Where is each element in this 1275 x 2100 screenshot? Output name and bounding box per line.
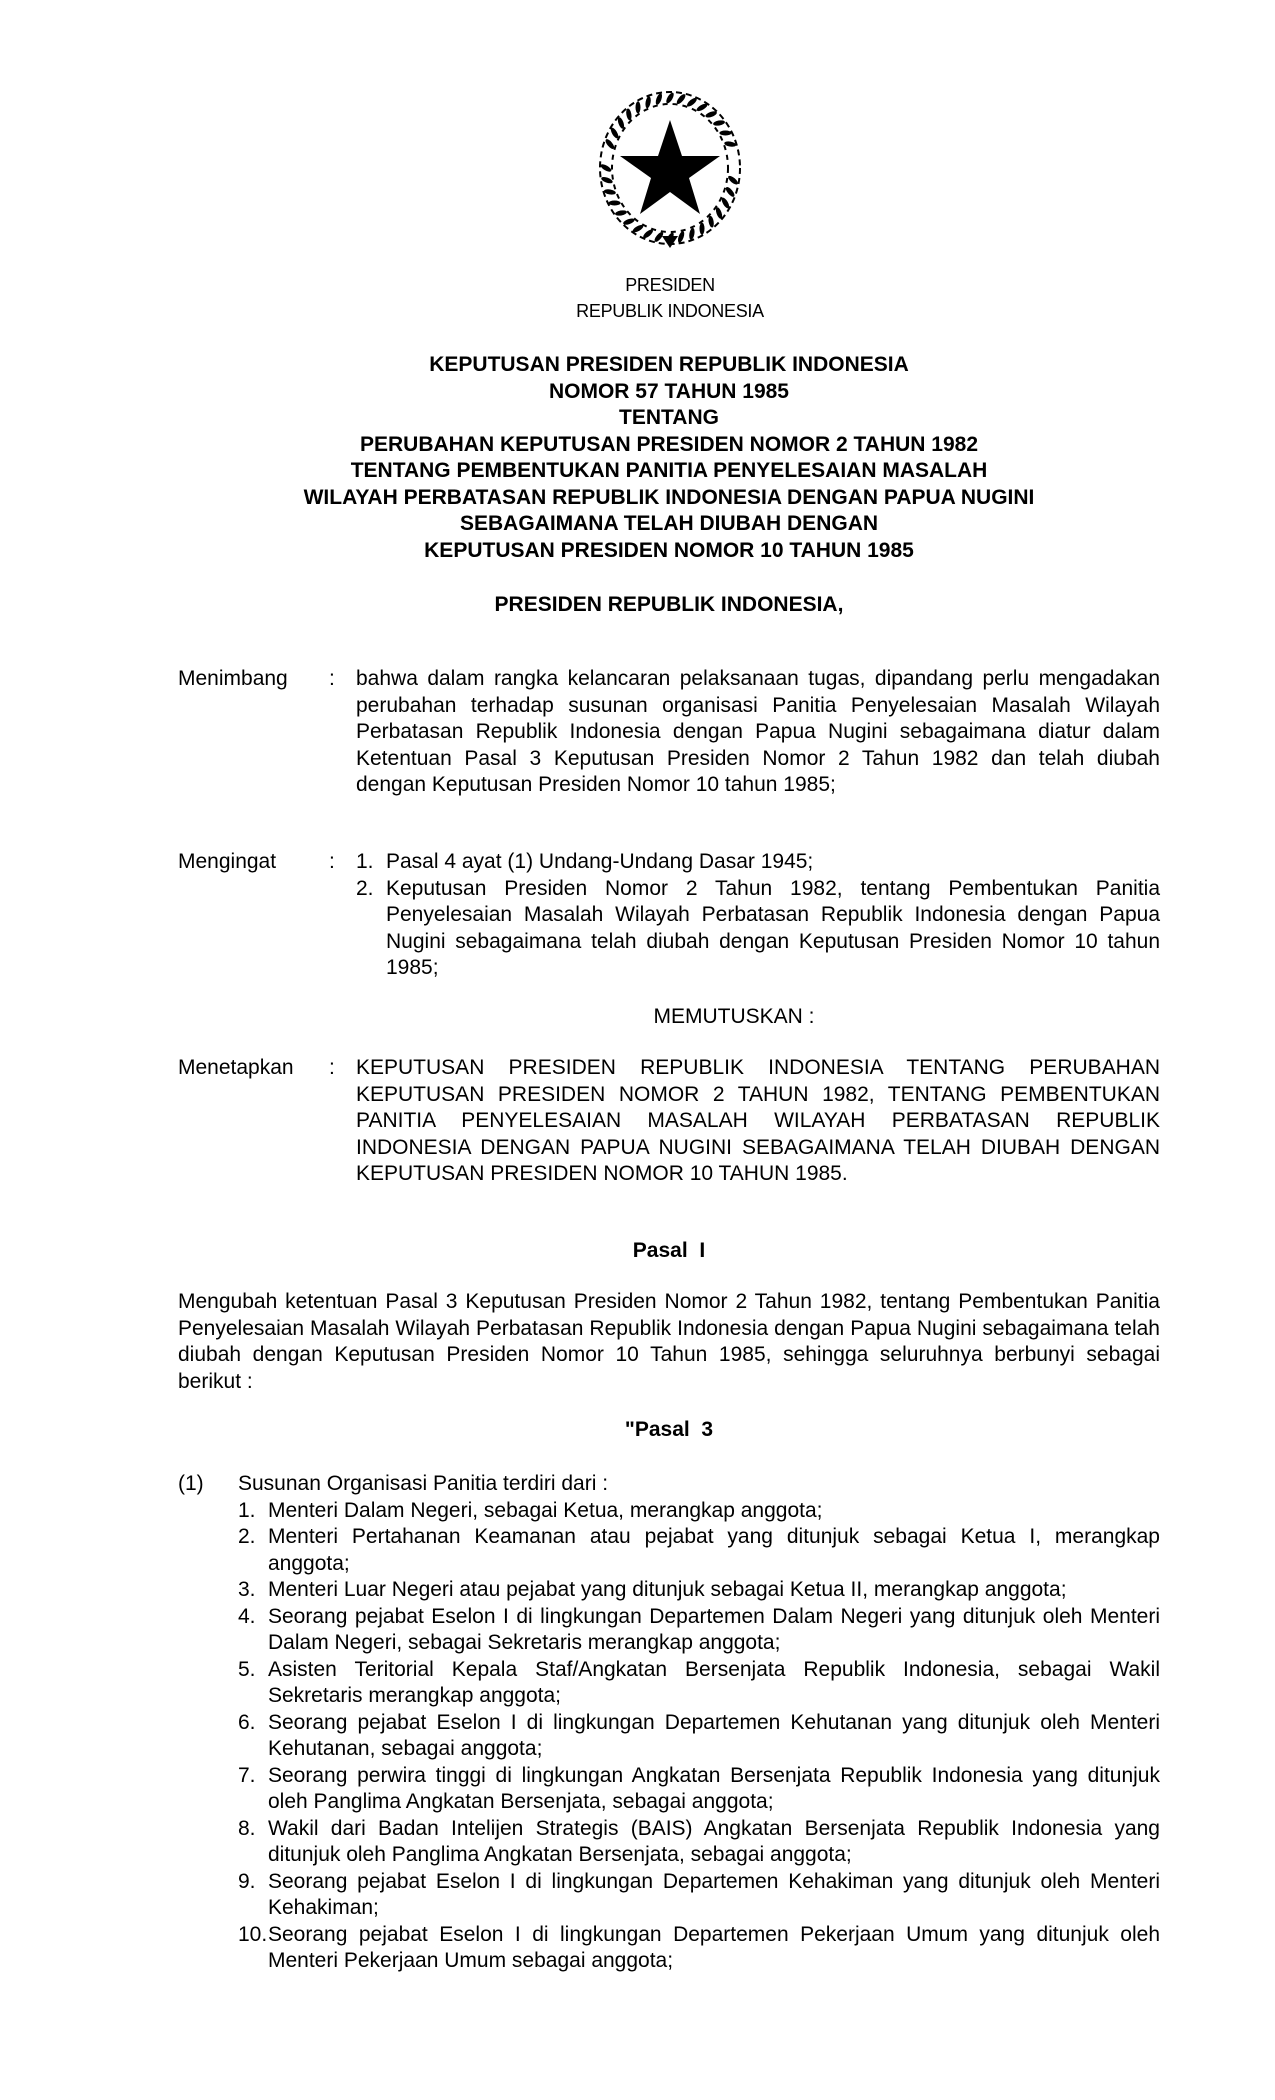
menimbang-label: Menimbang [178, 667, 288, 690]
leaf-icon [675, 93, 687, 105]
pasal-3-heading: "Pasal 3 [624, 1418, 714, 1441]
list-item [238, 1922, 1160, 1975]
item-number: 4. [238, 1604, 256, 1628]
leaf-icon [636, 101, 641, 113]
leaf-icon [724, 186, 736, 198]
leaf-icon [724, 141, 737, 148]
leaf-icon [688, 227, 695, 240]
menetapkan-text: KEPUTUSAN PRESIDEN REPUBLIK INDONESIA TENTANG PERUBAHAN KEPUTUSAN PRESIDEN NOMOR 2 TAHUN 1982, TENTANG PEMBENTUKAN PANITIA PENYELESAIAN MASALAH WILAYAH PERBATASAN REPUBLIK INDONESIA DENGAN PAPUA NUGINI SEBAGAIMANA TELAH DIUBAH DENGAN KEPUTUSAN PRESIDEN NOMOR 10 TAHUN 1985. [356, 1056, 1160, 1185]
title-line: KEPUTUSAN PRESIDEN NOMOR 10 TAHUN 1985 [424, 538, 914, 562]
leaf-icon [609, 201, 621, 206]
colon: : [329, 1056, 335, 1079]
leaf-icon [604, 138, 616, 150]
leaf-icon [686, 96, 698, 108]
item-text: Seorang pejabat Eselon I di lingkungan Departemen Kehakiman yang ditunjuk oleh Menteri Kehakiman; [268, 1869, 1160, 1919]
leaf-icon [654, 93, 663, 106]
list-item [238, 1657, 1160, 1710]
ayat-1 [178, 1471, 1160, 1975]
item-number: 3. [238, 1578, 256, 1601]
item-text: Wakil dari Badan Intelijen Strategis (BAIS) Angkatan Bersenjata Republik Indonesia yang ditunjuk oleh Panglima Angkatan Bersenjata, sebagai anggota; [268, 1816, 1160, 1866]
item-number: 9. [238, 1869, 256, 1893]
list-item [238, 1604, 1160, 1657]
leaf-icon [677, 230, 686, 243]
title-line: TENTANG PEMBENTUKAN PANITIA PENYELESAIAN MASALAH [350, 459, 988, 482]
list-item [238, 1498, 1160, 1525]
menimbang-text: bahwa dalam rangka kelancaran pelaksanaan tugas, dipandang perlu mengadakan perubahan terhadap susunan organisasi Panitia Penyelesaian Masalah Wilayah Perbatasan Republik Indonesia dengan Papua Nugini sebagaimana diatur dalam Ketentuan Pasal 3 Keputusan Presiden Nomor 2 Tahun 1982 dan telah diubah dengan Keputusan Presiden Nomor 10 tahun 1985; [356, 667, 1160, 796]
list-item [356, 849, 1160, 876]
item-text: Keputusan Presiden Nomor 2 Tahun 1982, tentang Pembentukan Panitia Penyelesaian Masalah Wilayah Perbatasan Republik Indonesia dengan Papua Nugini sebagaimana telah diubah dengan Keputusan Presiden Nomor 10 tahun 1985; [386, 876, 1160, 979]
ayat-number: (1) [178, 1472, 204, 1495]
pasal-1-text: Mengubah ketentuan Pasal 3 Keputusan Presiden Nomor 2 Tahun 1982, tentang Pembentukan Panitia Penyelesaian Masalah Wilayah Perbatasan Republik Indonesia dengan Papua Nugini sebagaimana telah diubah dengan Keputusan Presiden Nomor 10 Tahun 1985, sehingga seluruhnya berbunyi sebagai berikut : [178, 1290, 1160, 1393]
item-number: 5. [238, 1657, 256, 1681]
item-text: Menteri Luar Negeri atau pejabat yang ditunjuk sebagai Ketua II, merangkap anggota; [268, 1578, 1067, 1601]
mengingat-list [356, 849, 1160, 982]
list-item [238, 1577, 1160, 1604]
item-number: 1. [356, 850, 374, 873]
item-text: Menteri Pertahanan Keamanan atau pejabat yang ditunjuk sebagai Ketua I, merangkap anggota; [268, 1525, 1160, 1575]
title-line: SEBAGAIMANA TELAH DIUBAH DENGAN [459, 512, 879, 535]
leaf-icon [713, 120, 726, 127]
item-number: 7. [238, 1763, 256, 1787]
leaf-icon [665, 92, 675, 105]
item-number: 10. [238, 1922, 268, 1946]
item-text: Seorang perwira tinggi di lingkungan Angkatan Bersenjata Republik Indonesia yang ditunjuk oleh Panglima Angkatan Bersenjata, sebagai anggota; [268, 1763, 1160, 1813]
item-number: 2. [238, 1525, 256, 1548]
list-item [356, 876, 1160, 982]
colon: : [329, 667, 335, 690]
leaf-icon [642, 228, 654, 240]
mengingat-label: Mengingat [178, 850, 277, 873]
item-number: 2. [356, 876, 374, 900]
colon: : [329, 850, 335, 873]
title-line: PERUBAHAN KEPUTUSAN PRESIDEN NOMOR 2 TAHUN 1982 [359, 432, 979, 456]
list-item [238, 1524, 1160, 1577]
item-number: 8. [238, 1816, 256, 1840]
item-text: Seorang pejabat Eselon I di lingkungan Departemen Kehutanan yang ditunjuk oleh Menteri Kehutanan, sebagai anggota; [268, 1710, 1160, 1760]
menetapkan-section [178, 1055, 1160, 1188]
leaf-icon [604, 188, 617, 195]
authority-heading: PRESIDEN REPUBLIK INDONESIA, [494, 593, 844, 616]
memutuskan-heading: MEMUTUSKAN : [653, 1005, 815, 1028]
leaf-icon [645, 96, 652, 109]
menetapkan-label: Menetapkan [178, 1056, 294, 1079]
leaf-icon [708, 215, 715, 228]
pasal-1-heading: Pasal I [632, 1239, 706, 1262]
list-item [238, 1816, 1160, 1869]
title-line: NOMOR 57 TAHUN 1985 [548, 379, 789, 403]
header-line-1: PRESIDEN [625, 275, 715, 295]
item-text: Seorang pejabat Eselon I di lingkungan Departemen Dalam Negeri yang ditunjuk oleh Menteri Dalam Negeri, sebagai Sekretaris merangkap anggota; [268, 1604, 1160, 1654]
item-text: Menteri Dalam Negeri, sebagai Ketua, merangkap anggota; [268, 1498, 823, 1522]
list-item [238, 1763, 1160, 1816]
item-text: Pasal 4 ayat (1) Undang-Undang Dasar 1945; [386, 850, 814, 873]
title-line: WILAYAH PERBATASAN REPUBLIK INDONESIA DENGAN PAPUA NUGINI [303, 485, 1035, 509]
menimbang-section [178, 666, 1160, 799]
ayat-intro: Susunan Organisasi Panitia terdiri dari : [238, 1472, 609, 1495]
item-number: 1. [238, 1498, 256, 1522]
title-line: TENTANG [619, 406, 719, 429]
organisasi-list [238, 1498, 1160, 1975]
leaf-icon [727, 174, 739, 186]
leaf-icon [719, 131, 731, 136]
document-title [178, 352, 1160, 564]
leaf-icon [625, 108, 632, 121]
leaf-icon [700, 223, 705, 235]
list-item [238, 1869, 1160, 1922]
presidential-seal-icon [592, 90, 748, 252]
header-line-2: REPUBLIK INDONESIA [576, 301, 764, 321]
mengingat-section [178, 849, 1160, 982]
item-text: Seorang pejabat Eselon I di lingkungan Departemen Pekerjaan Umum yang ditunjuk oleh Menteri Pekerjaan Umum sebagai anggota; [268, 1922, 1160, 1972]
leaf-icon [600, 163, 613, 173]
list-item [238, 1710, 1160, 1763]
title-line: KEPUTUSAN PRESIDEN REPUBLIK INDONESIA [429, 353, 909, 376]
item-number: 6. [238, 1710, 256, 1734]
item-text: Asisten Teritorial Kepala Staf/Angkatan Bersenjata Republik Indonesia, sebagai Wakil Sekretaris merangkap anggota; [268, 1657, 1160, 1707]
leaf-icon [615, 209, 628, 216]
